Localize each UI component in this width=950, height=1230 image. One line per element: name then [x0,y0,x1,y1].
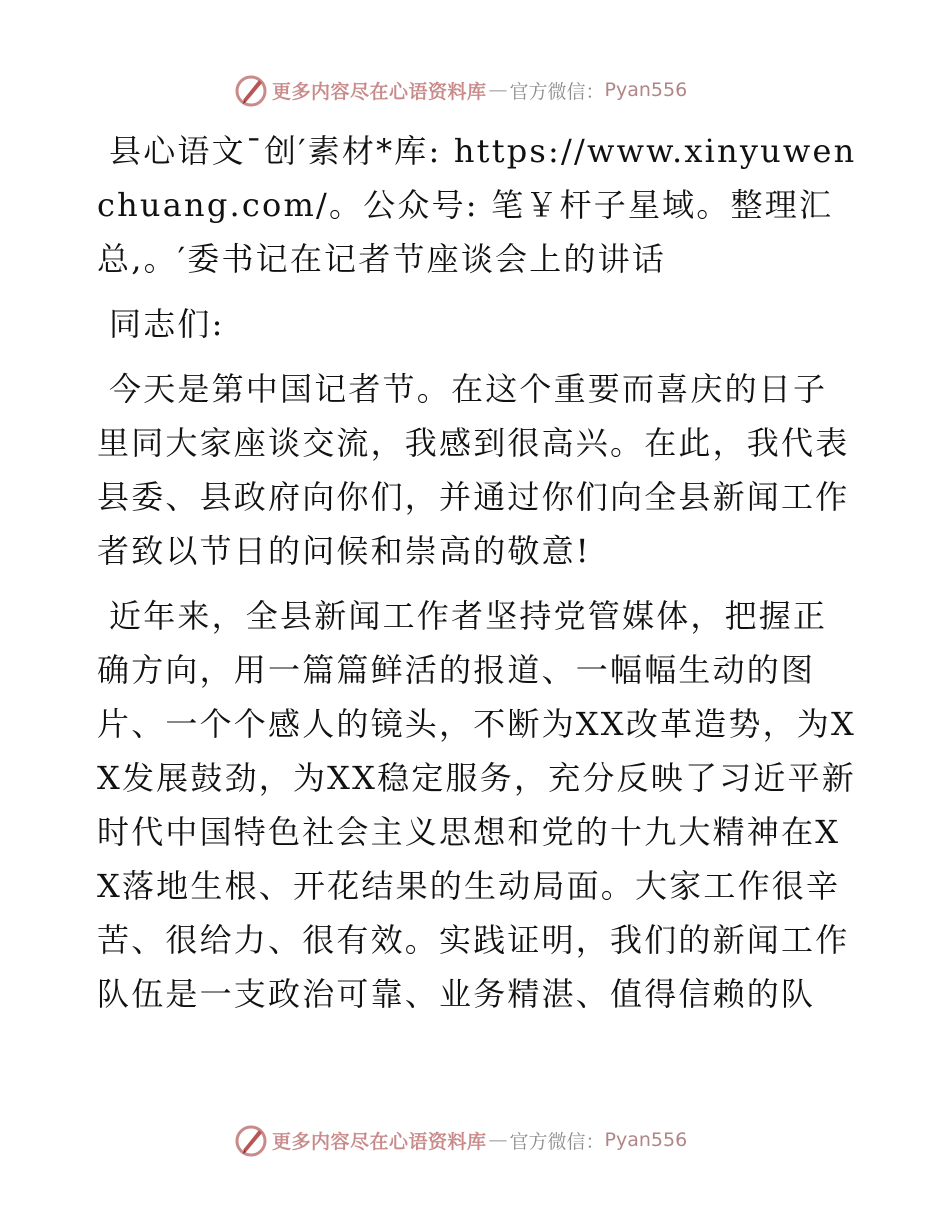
watermark-sub-text: 官方微信： [509,1130,605,1153]
quill-logo-icon [234,73,268,107]
watermark-main-text: 更多内容尽在心语资料库 [272,1130,487,1153]
watermark-dash: — [488,79,508,101]
paragraph-header: 县心语文¯创′素材*库: https://www.xinyuwenchuang.com/。公众号: 笔￥杆子星域。整理汇总,。′委书记在记者节座谈会上的讲话 [97,132,857,278]
footer-watermark [234,1120,687,1160]
watermark-account: Pyan556 [604,1129,688,1151]
header-watermark [234,70,687,110]
watermark-account: Pyan556 [604,79,688,101]
paragraph-greeting: 今天是第中国记者节。在这个重要而喜庆的日子里同大家座谈交流，我感到很高兴。在此，我代表县委、县政府向你们，并通过你们向全县新闻工作者致以节日的问候和崇高的敬意! [97,370,850,570]
paragraph-salutation: 同志们: [109,305,225,343]
document-body [97,124,857,1021]
watermark-sub-text: 官方微信： [509,80,605,103]
watermark-main-text: 更多内容尽在心语资料库 [272,80,487,103]
paragraph-achievements: 近年来，全县新闻工作者坚持党管媒体，把握正确方向，用一篇篇鲜活的报道、一幅幅生动的图片、一个个感人的镜头，不断为XX改革造势，为XX发展鼓劲，为XX稳定服务，充分反映了习近平新时代中国特色社会主义思想和党的十九大精神在XX落地生根、开花结果的生动局面。大家工作很辛苦、很给力、很有效。实践证明，我们的新闻工作队伍是一支政治可靠、业务精湛、值得信赖的队 [97,597,856,1013]
quill-logo-icon [234,1123,268,1157]
watermark-dash: — [488,1129,508,1151]
